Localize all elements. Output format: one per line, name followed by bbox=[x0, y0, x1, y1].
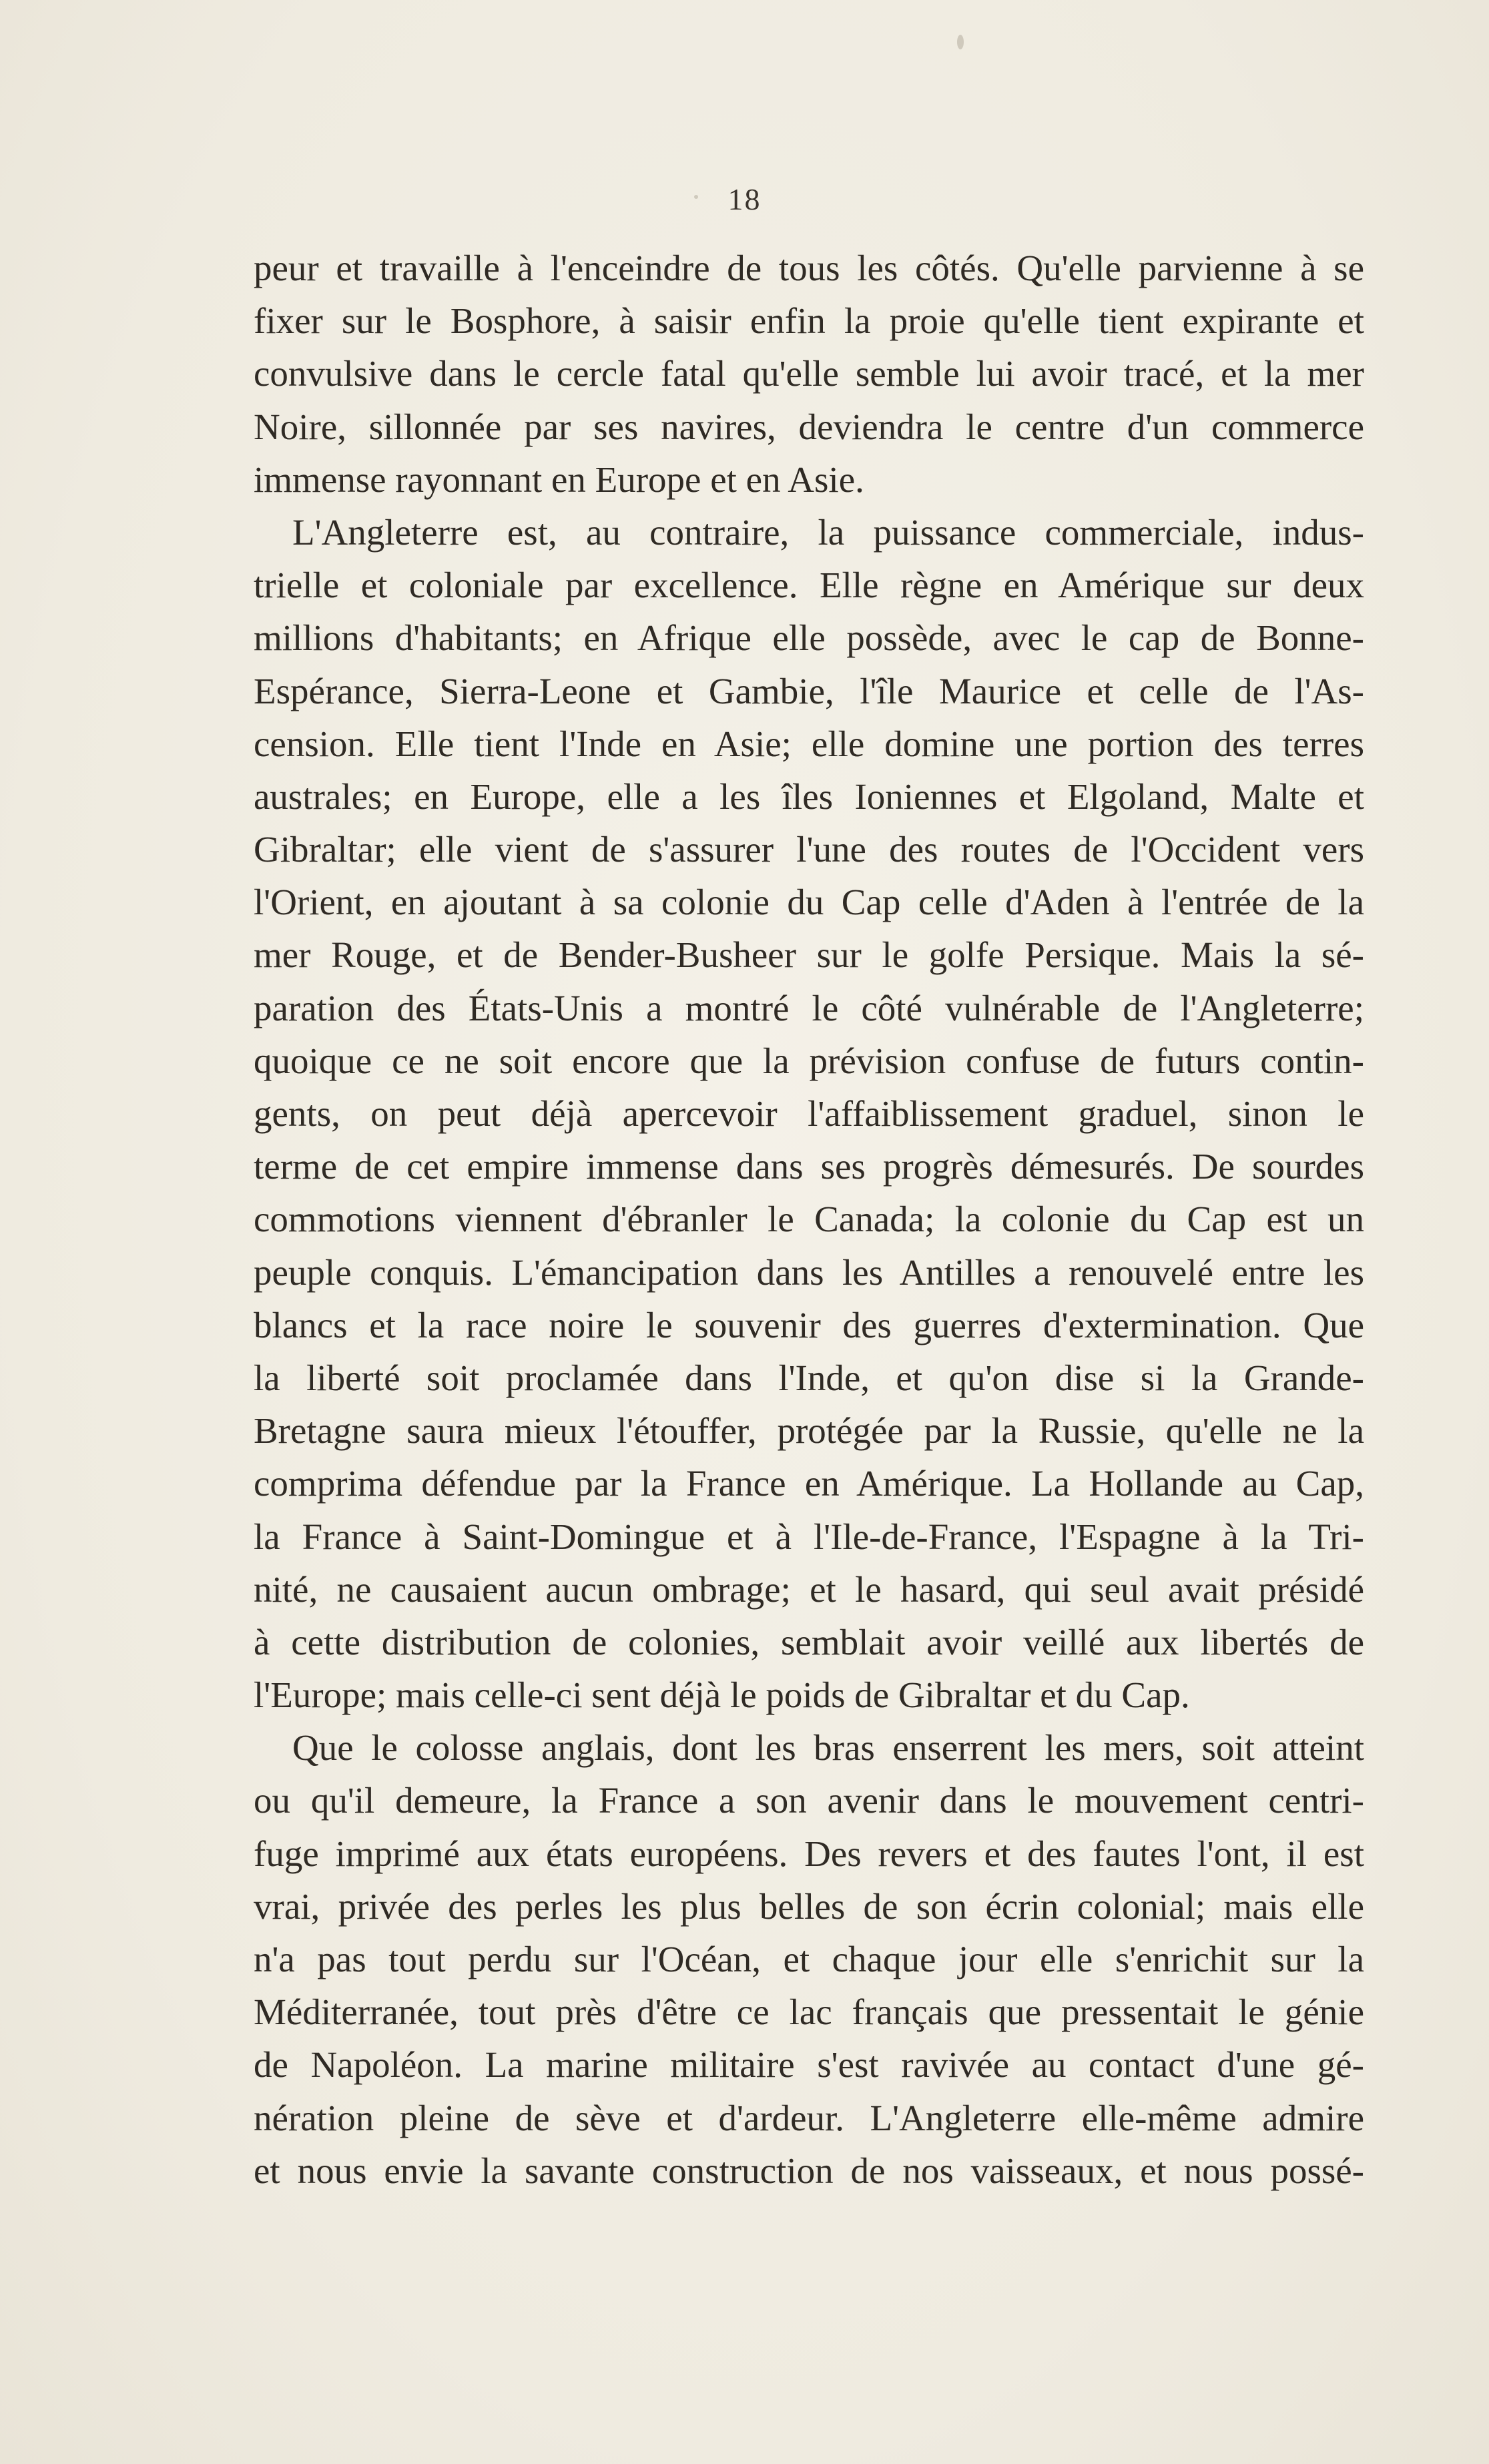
text-line: vrai, privée des perles les plus belles de son écrin colonial; mais elle bbox=[254, 1885, 1364, 1927]
text-line: fixer sur le Bosphore, à saisir enfin la proie qu'elle tient expirante et bbox=[254, 300, 1364, 342]
text-line: peuple conquis. L'émancipation dans les Antilles a renouvelé entre les bbox=[254, 1251, 1364, 1293]
text-line: nération pleine de sève et d'ardeur. L'Angleterre elle-même admire bbox=[254, 2097, 1364, 2138]
text-line: fuge imprimé aux états européens. Des revers et des fautes l'ont, il est bbox=[254, 1833, 1364, 1874]
text-line: l'Orient, en ajoutant à sa colonie du Cap celle d'Aden à l'entrée de la bbox=[254, 882, 1364, 923]
text-line: de Napoléon. La marine militaire s'est ravivée au contact d'une gé- bbox=[254, 2044, 1364, 2086]
text-line: cension. Elle tient l'Inde en Asie; elle domine une portion des terres bbox=[254, 723, 1364, 764]
text-line: paration des États-Unis a montré le côté vulnérable de l'Angleterre; bbox=[254, 987, 1364, 1028]
text-line: convulsive dans le cercle fatal qu'elle semble lui avoir tracé, et la mer bbox=[254, 353, 1364, 394]
text-line: comprima défendue par la France en Amérique. La Hollande au Cap, bbox=[254, 1463, 1364, 1504]
text-line: australes; en Europe, elle a les îles Ioniennes et Elgoland, Malte et bbox=[254, 776, 1364, 817]
text-line: Bretagne saura mieux l'étouffer, protégée par la Russie, qu'elle ne la bbox=[254, 1410, 1364, 1452]
text-line: nité, ne causaient aucun ombrage; et le hasard, qui seul avait présidé bbox=[254, 1568, 1364, 1610]
text-line: quoique ce ne soit encore que la prévision confuse de futurs contin- bbox=[254, 1040, 1364, 1081]
text-line: peur et travaille à l'enceindre de tous les côtés. Qu'elle parvienne à se bbox=[254, 248, 1364, 288]
text-line: n'a pas tout perdu sur l'Océan, et chaque jour elle s'enrichit sur la bbox=[254, 1939, 1364, 1979]
text-line: millions d'habitants; en Afrique elle possède, avec le cap de Bonne- bbox=[254, 617, 1364, 659]
text-line: mer Rouge, et de Bender-Busheer sur le golfe Persique. Mais la sé- bbox=[254, 934, 1364, 976]
text-line: la France à Saint-Domingue et à l'Ile-de-France, l'Espagne à la Tri- bbox=[254, 1516, 1364, 1557]
text-line: l'Europe; mais celle-ci sent déjà le poids de Gibraltar et du Cap. bbox=[254, 1674, 1190, 1716]
text-line: ou qu'il demeure, la France a son avenir dans le mouvement centri- bbox=[254, 1780, 1364, 1821]
text-line: trielle et coloniale par excellence. Elle règne en Amérique sur deux bbox=[254, 565, 1364, 606]
text-line: Noire, sillonnée par ses navires, deviendra le centre d'un commerce bbox=[254, 406, 1364, 447]
text-line: immense rayonnant en Europe et en Asie. bbox=[254, 458, 864, 500]
text-line: Que le colosse anglais, dont les bras enserrent les mers, soit atteint bbox=[292, 1727, 1364, 1769]
text-line: terme de cet empire immense dans ses progrès démesurés. De sourdes bbox=[254, 1146, 1364, 1187]
text-line: commotions viennent d'ébranler le Canada; la colonie du Cap est un bbox=[254, 1199, 1364, 1240]
text-line: blancs et la race noire le souvenir des guerres d'extermination. Que bbox=[254, 1304, 1364, 1345]
text-line: Gibraltar; elle vient de s'assurer l'une des routes de l'Occident vers bbox=[254, 829, 1364, 870]
text-line: à cette distribution de colonies, semblait avoir veillé aux libertés de bbox=[254, 1621, 1364, 1662]
text-line: gents, on peut déjà apercevoir l'affaiblissement graduel, sinon le bbox=[254, 1093, 1364, 1134]
paper-speck bbox=[957, 35, 964, 49]
body-text bbox=[254, 242, 1364, 2197]
page-number: 18 bbox=[727, 182, 762, 216]
text-line: Espérance, Sierra-Leone et Gambie, l'île Maurice et celle de l'As- bbox=[254, 670, 1364, 711]
text-line: L'Angleterre est, au contraire, la puissance commerciale, indus- bbox=[292, 511, 1364, 553]
text-line: et nous envie la savante construction de nos vaisseaux, et nous possé- bbox=[254, 2150, 1364, 2191]
text-line: Méditerranée, tout près d'être ce lac français que pressentait le génie bbox=[254, 1991, 1364, 2033]
text-line: la liberté soit proclamée dans l'Inde, et qu'on dise si la Grande- bbox=[254, 1357, 1364, 1398]
